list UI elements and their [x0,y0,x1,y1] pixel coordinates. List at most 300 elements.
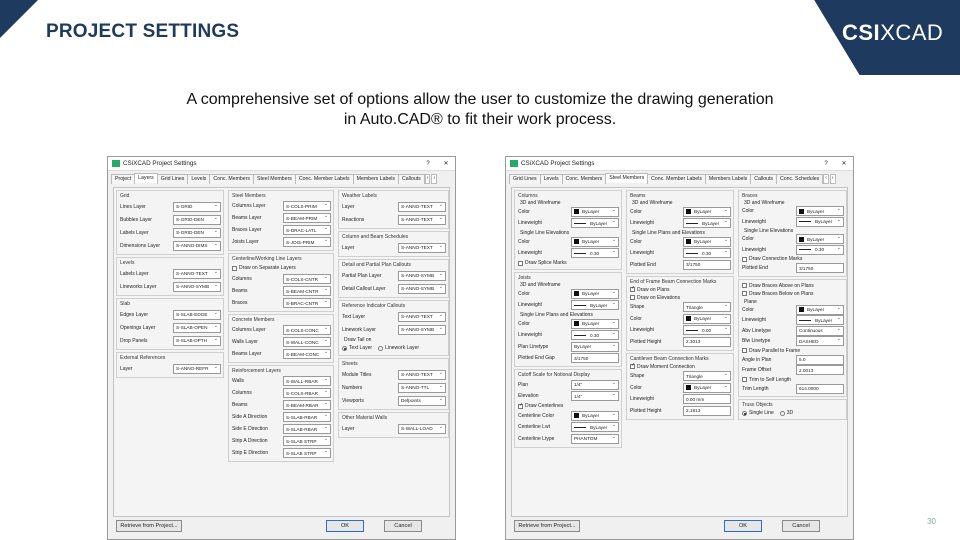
setting-row [232,285,331,297]
value-dropdown[interactable] [283,337,331,347]
value-text: S-ANNO-SYMB [176,284,210,289]
checkbox[interactable] [742,282,844,290]
value-dropdown[interactable] [571,289,619,299]
value-dropdown[interactable] [173,323,221,333]
value-text: Triangle [686,373,703,379]
checkbox[interactable] [742,347,844,355]
setting-label: Labels Layer [120,229,149,236]
close-button[interactable]: ✕ [841,161,847,167]
checkbox-box[interactable] [630,287,635,292]
value-dropdown[interactable] [796,336,844,346]
app-icon [112,160,120,167]
window-title: CSiXCAD Project Settings [521,160,595,167]
group-title: Reinforcement Layers [232,368,281,374]
setting-row [742,245,844,256]
cutoff-group [514,369,622,448]
value-text: 0.30 [590,250,600,256]
value-text: ByLayer [807,307,825,313]
value-dropdown[interactable] [398,383,446,393]
value-text: 0.30 [590,332,600,338]
tab-scroll-left[interactable]: ‹ [823,174,829,184]
steel-group [228,190,334,251]
value-dropdown[interactable] [571,237,619,247]
value-dropdown[interactable] [283,349,331,359]
value-dropdown[interactable] [398,271,446,281]
tab-steel-members[interactable]: Steel Members [605,173,648,183]
column-1 [512,188,624,516]
group-title: Column and Beam Schedules [342,234,409,240]
setting-row [232,273,331,285]
checkbox[interactable] [518,402,619,410]
value-dropdown[interactable] [571,342,619,352]
setting-label: Plotted Height [630,407,662,414]
value-dropdown[interactable] [683,207,731,217]
value-text: 0.00 mm [686,396,705,402]
value-input[interactable] [683,260,731,270]
checkbox-box[interactable] [742,377,747,382]
setting-label: Layer [120,365,133,372]
radio-option[interactable] [780,410,793,416]
setting-label: Blw Linetype [742,338,771,345]
value-dropdown[interactable] [173,215,221,225]
setting-label: Lineweight [518,220,542,227]
radio-label: Single Line [749,410,774,416]
tab-levels[interactable]: Levels [187,174,210,184]
value-dropdown[interactable] [571,422,619,432]
radio-option[interactable] [342,345,372,351]
setting-label: Frame Offset [742,367,772,374]
value-text: S-SLAB-RBAR [286,426,318,432]
setting-label: Color [518,238,530,245]
tab-conc-members[interactable]: Conc. Members [562,174,607,184]
setting-row [518,206,619,218]
tab-members-labels[interactable]: Members Labels [353,174,399,184]
tab-members-labels[interactable]: Members Labels [705,174,751,184]
value-dropdown[interactable] [283,376,331,386]
tab-conc-member-labels[interactable]: Conc. Member Labels [295,174,354,184]
checkbox-box[interactable] [518,404,523,409]
value-input[interactable] [796,263,844,273]
value-dropdown[interactable] [571,330,619,340]
setting-label: Lineweight [518,250,542,257]
setting-label: Color [518,320,530,327]
setting-label: Trim Length [742,385,769,392]
value-dropdown[interactable] [683,383,731,393]
value-dropdown[interactable] [173,241,221,251]
value-dropdown[interactable] [283,448,331,458]
value-dropdown[interactable] [683,218,731,228]
value-dropdown[interactable] [571,434,619,444]
value-dropdown[interactable] [796,206,844,216]
value-text: ByLayer [582,209,600,215]
radio-button[interactable] [342,346,347,351]
value-dropdown[interactable] [571,207,619,217]
value-dropdown[interactable] [283,213,331,223]
group-title: Joists [518,275,531,281]
value-dropdown[interactable] [683,248,731,258]
retrieve-from-project-button[interactable]: Retrieve from Project... [116,520,182,532]
setting-row [232,236,331,248]
tab-strip [108,174,455,184]
checkbox[interactable] [630,294,731,302]
value-text: ByLayer [582,239,600,245]
radio-option[interactable] [378,345,419,351]
value-text: DASHED [799,338,819,344]
value-input[interactable] [796,355,844,365]
group-title: Sheets [342,361,358,367]
radio-label: 3D [786,410,794,416]
value-text: ByLayer [582,413,600,419]
value-dropdown[interactable] [173,202,221,212]
window-title: CSiXCAD Project Settings [123,160,197,167]
value-text: S-ANNO-SYMB [401,327,435,332]
value-text: ByLayer [694,239,712,245]
setting-label: Strip A Direction [232,438,268,444]
setting-row [342,368,446,381]
value-dropdown[interactable] [283,412,331,422]
checkbox[interactable] [742,290,844,298]
tab-conc-member-labels[interactable]: Conc. Member Labels [647,174,706,184]
value-text: 614.0000 [799,386,819,392]
tab-scroll-right[interactable]: › [431,174,437,184]
value-dropdown[interactable] [283,201,331,211]
setting-row [120,334,221,347]
value-text: S-SLAB-DPTH [176,338,207,343]
value-text: S-WALL-CONC [286,339,319,345]
tab-grid-lines[interactable]: Grid Lines [509,174,541,184]
value-text: Continuous [799,328,823,334]
value-dropdown[interactable] [283,225,331,235]
value-dropdown[interactable] [796,217,844,227]
tab-grid-lines[interactable]: Grid Lines [157,174,189,184]
value-dropdown[interactable] [398,284,446,294]
checkbox-box[interactable] [630,295,635,300]
setting-label: Plotted End [630,261,656,268]
color-swatch [686,209,691,214]
radio-group [742,409,844,417]
value-text: S-ANNO-SYMB [401,273,435,278]
value-text: 1/4" [574,393,583,399]
refind-group [338,300,449,356]
value-input[interactable] [796,384,844,394]
setting-label: Color [742,208,754,215]
setting-row [518,353,619,365]
setting-label: Beams Layer [232,351,262,357]
setting-label: Centerline Color [518,412,555,419]
cancel-button[interactable]: Cancel [782,520,820,532]
value-text: S-SLAB STRP [286,450,317,456]
group-title: Centerline/Working Line Layers [232,256,302,262]
setting-label: Shape [630,373,645,380]
retrieve-from-project-button[interactable]: Retrieve from Project... [514,520,580,532]
value-text: S-WALL-RBAR [286,378,318,384]
tab-layers[interactable]: Layers [134,173,158,183]
tab-scroll-left[interactable]: ‹ [425,174,431,184]
value-dropdown[interactable] [398,202,446,212]
value-text: S-JOIS-PRIM [286,239,315,245]
checkbox-label: Trim to Self Length [749,376,792,383]
value-text: 3/1750 [799,265,814,271]
value-dropdown[interactable] [398,424,446,434]
value-text: S-COLS-CONC [286,327,319,333]
checkbox-box[interactable] [742,283,747,288]
setting-label: Plotted Height [630,338,662,345]
csixcad-logo: CSIXCAD [842,20,944,45]
subsection-label: 3D and Wireframe [632,200,673,206]
checkbox-label: Draw Braces Below on Plans [749,290,814,297]
value-input[interactable] [683,406,731,416]
group-title: Cantilever Beam Connection Marks [630,355,709,362]
setting-row [518,330,619,342]
subsection-label: Single Line Plans and Elevations [520,312,593,318]
checkbox-box[interactable] [630,364,635,369]
setting-label: Module Titles [342,371,372,378]
cancel-button[interactable]: Cancel [384,520,422,532]
setting-row [518,422,619,434]
setting-row [742,234,844,245]
checkbox[interactable] [232,263,331,273]
value-dropdown[interactable] [398,243,446,253]
value-dropdown[interactable] [173,310,221,320]
value-text: S-SLAB-RBAR [286,414,318,420]
setting-row [518,379,619,391]
close-button[interactable]: ✕ [443,161,449,167]
value-dropdown[interactable] [571,411,619,421]
setting-label: Viewports [342,397,364,404]
column-2 [624,188,736,516]
value-text: S-BRAC-CNTR [286,300,319,306]
value-dropdown[interactable] [398,215,446,225]
subsection-label: Single Line Plans and Elevations [632,230,705,236]
value-dropdown[interactable] [173,336,221,346]
value-text: ByLayer [582,291,600,297]
setting-label: Plan Linetype [518,343,549,350]
group-title: Weather Labels [342,193,377,199]
setting-row [232,224,331,236]
setting-label: Color [518,290,530,297]
column-3 [736,188,849,516]
value-dropdown[interactable] [796,234,844,244]
setting-label: Joists Layer [232,239,259,245]
setting-label: Openings Layer [120,324,156,331]
setting-label: Elevation [518,393,539,400]
ok-button[interactable]: OK [724,520,762,532]
ok-button[interactable]: OK [326,520,364,532]
checkbox-box[interactable] [232,266,237,271]
setting-row [120,321,221,334]
setting-row [342,310,446,323]
setting-row [518,318,619,330]
color-swatch [574,413,579,418]
checkbox[interactable] [742,376,844,384]
value-text: 1/4" [574,382,583,388]
value-dropdown[interactable] [571,380,619,390]
value-text: S-ANNO-TEXT [401,245,433,250]
value-text: ByLayer [590,302,608,308]
value-dropdown[interactable] [283,298,331,308]
value-dropdown[interactable] [796,305,844,315]
checkbox-box[interactable] [518,261,523,266]
value-dropdown[interactable] [683,314,731,324]
group-title: Steel Members [232,193,266,199]
value-dropdown[interactable] [683,237,731,247]
setting-row [232,324,331,336]
help-button[interactable]: ? [824,160,828,167]
value-dropdown[interactable] [173,364,221,374]
checkbox[interactable] [630,286,731,294]
reinf-group [228,365,334,462]
setting-row [518,433,619,445]
value-input[interactable] [683,394,731,404]
setting-label: Columns [232,276,252,282]
setting-row [518,410,619,422]
value-dropdown[interactable] [571,319,619,329]
value-dropdown[interactable] [796,245,844,255]
value-dropdown[interactable] [283,388,331,398]
slab-group [116,298,224,350]
levels-group [116,257,224,296]
setting-row [742,315,844,326]
setting-label: Lineweight [742,218,766,225]
checkbox-label: Draw Connection Marks [749,256,803,262]
tab-steel-members[interactable]: Steel Members [253,174,296,184]
value-text: S-DRAC-LATL [286,227,317,233]
checkbox[interactable] [742,255,844,263]
value-dropdown[interactable] [796,315,844,325]
value-text: ByLayer [815,317,833,323]
radio-option[interactable] [742,410,774,416]
setting-label: Lineweight [630,396,654,403]
value-dropdown[interactable] [398,370,446,380]
checkbox-label: Draw on Plans [637,286,670,293]
setting-label: Bubbles Layer [120,216,152,223]
value-dropdown[interactable] [571,391,619,401]
value-dropdown[interactable] [283,274,331,284]
checkbox[interactable] [630,363,731,371]
checkbox-box[interactable] [742,257,747,262]
setting-row [232,447,331,459]
subsection-label: 3D and Wireframe [744,200,785,206]
value-text: S-BEAM-CNTR [286,288,319,294]
value-dropdown[interactable] [283,424,331,434]
subsection-label: 3D and Wireframe [520,282,561,288]
setting-row [120,213,221,226]
value-dropdown[interactable] [283,400,331,410]
steel-members-panel [511,187,848,517]
value-text: S-SLAB-OPEN [176,325,208,330]
setting-row [742,365,844,376]
setting-row [630,236,731,248]
braceopts-group [738,279,847,398]
tab-project[interactable]: Project [111,174,135,184]
value-text: ByLayer [807,236,825,242]
joists-group [514,272,622,367]
tab-callouts[interactable]: Callouts [750,174,777,184]
tab-conc-members[interactable]: Conc. Members [209,174,254,184]
value-dropdown[interactable] [283,436,331,446]
setting-row [630,325,731,337]
value-dropdown[interactable] [571,218,619,228]
value-dropdown[interactable] [173,269,221,279]
checkbox-box[interactable] [742,291,747,296]
value-input[interactable] [683,337,731,347]
setting-row [232,399,331,411]
setting-label: Layer [342,244,355,251]
setting-label: Plotted End Gap [518,355,555,362]
subsection-label: Draw Tail on [344,337,372,343]
setting-row [120,308,221,321]
setting-row [518,300,619,312]
value-text: S-ANNO-TEXT [176,271,208,276]
tab-conc-schedules[interactable]: Conc. Schedules [776,174,823,184]
radio-button[interactable] [780,411,785,416]
value-text: S-COLS-CNTR [286,276,319,282]
value-text: ByLayer [590,424,608,430]
value-text: S-ANNO-SYMB [401,286,435,291]
radio-button[interactable] [378,346,383,351]
value-dropdown[interactable] [398,312,446,322]
checkbox[interactable] [518,259,619,267]
value-input[interactable] [796,365,844,375]
value-text: S-SLAB STRP [286,438,317,444]
setting-row [630,371,731,383]
value-input[interactable] [571,353,619,363]
value-dropdown[interactable] [398,325,446,335]
group-title: Braces [742,193,758,199]
setting-row [630,405,731,417]
color-swatch [799,237,804,242]
value-dropdown[interactable] [283,237,331,247]
value-text: ByLayer [574,344,592,350]
value-dropdown[interactable] [173,228,221,238]
value-dropdown[interactable] [683,371,731,381]
value-dropdown[interactable] [683,325,731,335]
lineweight-sample [799,249,811,250]
setting-label: Edges Layer [120,311,149,318]
value-dropdown[interactable] [283,325,331,335]
value-dropdown[interactable] [173,282,221,292]
lineweight-sample [799,221,811,222]
help-button[interactable]: ? [426,160,430,167]
cantilever-group [626,353,734,420]
tab-levels[interactable]: Levels [540,174,563,184]
group-title: Slab [120,301,131,307]
group-title: Grid [120,193,130,199]
setting-row [232,411,331,423]
subsection-label: Single Line Elevations [520,230,570,236]
color-swatch [574,321,579,326]
group-title: Beams [630,193,646,199]
tab-scroll-right[interactable]: › [830,174,836,184]
truss-group [738,399,847,420]
setting-row [342,213,446,226]
value-dropdown[interactable] [571,300,619,310]
value-text: 0.30 [815,247,825,253]
value-dropdown[interactable] [571,248,619,258]
value-dropdown[interactable] [796,326,844,336]
lineweight-sample [799,320,811,321]
value-text: S-GRID [176,204,193,209]
value-dropdown[interactable] [398,396,446,406]
color-swatch [686,316,691,321]
tab-callouts[interactable]: Callouts [398,174,425,184]
value-dropdown[interactable] [283,286,331,296]
radio-button[interactable] [742,411,747,416]
setting-label: Strip E Direction [232,450,269,456]
checkbox-box[interactable] [742,348,747,353]
value-dropdown[interactable] [683,302,731,312]
detail-group [338,259,449,298]
